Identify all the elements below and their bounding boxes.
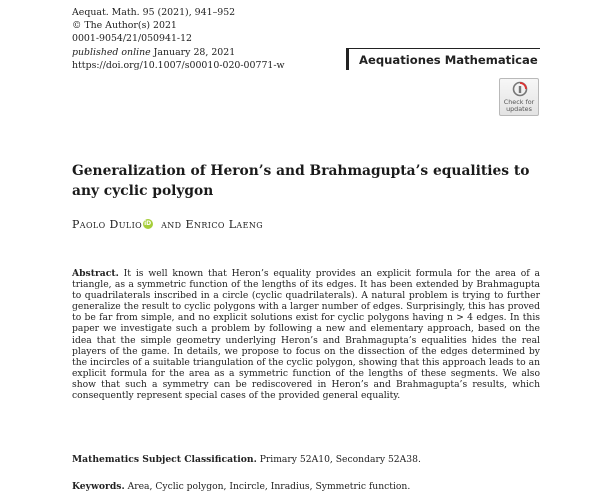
check-for-updates-icon [512, 81, 528, 97]
orcid-icon[interactable] [143, 219, 153, 229]
abstract-label: Abstract. [72, 268, 119, 279]
subject-classification [72, 454, 421, 465]
doi-link[interactable]: https://doi.org/10.1007/s00010-020-00771-w [72, 59, 285, 71]
author-name[interactable]: Paolo Dulio [72, 218, 143, 231]
published-label: published online [72, 46, 151, 58]
badge-line2: updates [506, 105, 532, 113]
article-code: 0001-9054/21/050941-12 [72, 33, 193, 45]
msc-label: Mathematics Subject Classification. [72, 454, 257, 465]
published-line [72, 46, 285, 59]
author-list [72, 218, 263, 231]
abstract-text: It is well known that Heron’s equality provides an explicit formula for the area of a triangle, as a symmetric function of the lengths of its edges. It has been extended by Brahmagupta to quadrilaterals inscribed in a circle (cyclic quadrilaterals). A natural problem is trying to further generalize the result to cyclic polygons with a larger number of edges. Surprisingly, this has proved to be far from simple, and no explicit solutions exist for cyclic polygons having n > 4 edges. In this paper we investigate such a problem by following a new and elementary approach, based on the idea that the simple geometry underlying Heron’s and Brahmagupta’s equalities hides the real players of the game. In details, we propose to focus on the dissection of the edges determined by the incircles of a suitable triangulation of the cyclic polygon, showing that this approach leads to an explicit formula for the area as a symmetric function of the lengths of these segments. We also show that such a symmetry can be rediscovered in Heron’s and Brahmagupta’s results, which consequently represent special cases of the provided general equality. [72, 268, 540, 402]
check-for-updates-badge[interactable] [499, 78, 539, 116]
paper-title: Generalization of Heron’s and Brahmagupta’s equalities to any cyclic polygon [72, 163, 530, 199]
article-metadata [72, 6, 285, 72]
abstract [72, 268, 540, 401]
author-name[interactable]: Enrico Laeng [185, 218, 264, 231]
badge-text [500, 99, 538, 113]
published-date: January 28, 2021 [153, 46, 236, 58]
badge-line1: Check for [503, 98, 535, 106]
keywords [72, 481, 410, 492]
keywords-label: Keywords. [72, 481, 125, 492]
copyright-line: © The Author(s) 2021 [72, 20, 177, 32]
keywords-text: Area, Cyclic polygon, Incircle, Inradius, Symmetric function. [127, 481, 411, 492]
msc-text: Primary 52A10, Secondary 52A38. [259, 454, 421, 465]
journal-name: Aequationes Mathematicae [346, 48, 540, 70]
citation-line: Aequat. Math. 95 (2021), 941–952 [72, 7, 236, 18]
author-conjunction: and [161, 218, 182, 231]
